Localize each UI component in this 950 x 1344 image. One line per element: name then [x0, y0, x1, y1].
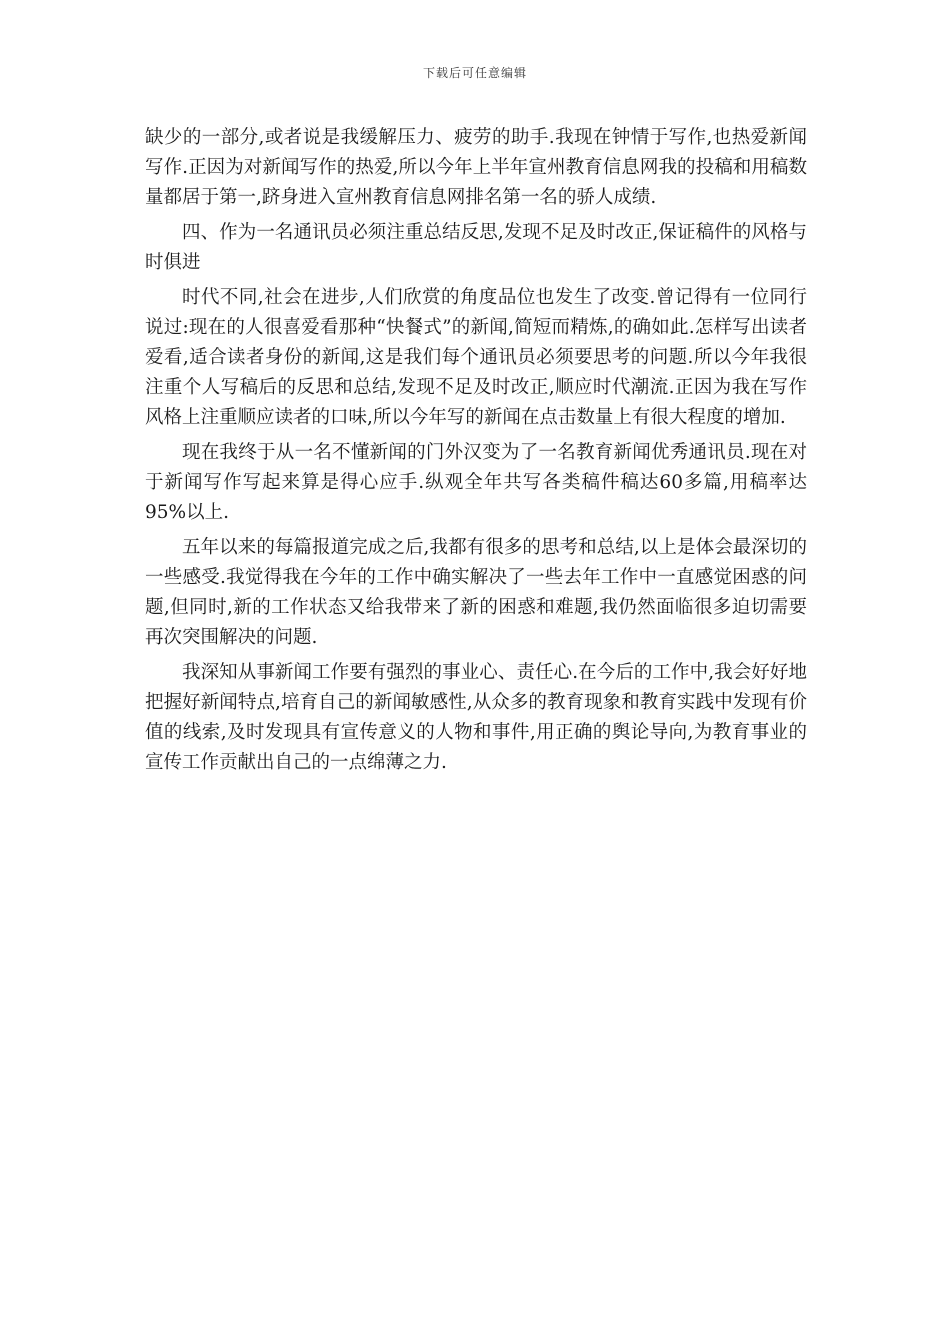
paragraph: 现在我终于从一名不懂新闻的门外汉变为了一名教育新闻优秀通讯员.现在对于新闻写作写起来算是得心应手.纵观全年共写各类稿件稿达60多篇,用稿率达95%以上.: [145, 442, 807, 523]
paragraph: 缺少的一部分,或者说是我缓解压力、疲劳的助手.我现在钟情于写作,也热爱新闻写作.正因为对新闻写作的热爱,所以今年上半年宣州教育信息网我的投稿和用稿数量都居于第一,跻身进入宣州教育信息网排名第一名的骄人成绩.: [145, 127, 807, 208]
section-heading: 四、作为一名通讯员必须注重总结反思,发现不足及时改正,保证稿件的风格与时俱进: [145, 222, 807, 273]
page-header: 下载后可任意编辑: [422, 66, 527, 80]
paragraph: 时代不同,社会在进步,人们欣赏的角度品位也发生了改变.曾记得有一位同行说过:现在的人很喜爱看那种“快餐式”的新闻,简短而精炼,的确如此.怎样写出读者爱看,适合读者身份的新闻,这是我们每个通讯员必须要思考的问题.所以今年我很注重个人写稿后的反思和总结,发现不足及时改正,顺应时代潮流.正因为我在写作风格上注重顺应读者的口味,所以今年写的新闻在点击数量上有很大程度的增加.: [145, 287, 807, 428]
paragraph: 我深知从事新闻工作要有强烈的事业心、责任心.在今后的工作中,我会好好地把握好新闻特点,培育自己的新闻敏感性,从众多的教育现象和教育实践中发现有价值的线索,及时发现具有宣传意义的人物和事件,用正确的舆论导向,为教育事业的宣传工作贡献出自己的一点绵薄之力.: [145, 662, 807, 773]
document-body: [145, 123, 807, 783]
paragraph: 五年以来的每篇报道完成之后,我都有很多的思考和总结,以上是体会最深切的一些感受.我觉得我在今年的工作中确实解决了一些去年工作中一直感觉困惑的问题,但同时,新的工作状态又给我带来了新的困惑和难题,我仍然面临很多迫切需要再次突围解决的问题.: [145, 537, 807, 648]
